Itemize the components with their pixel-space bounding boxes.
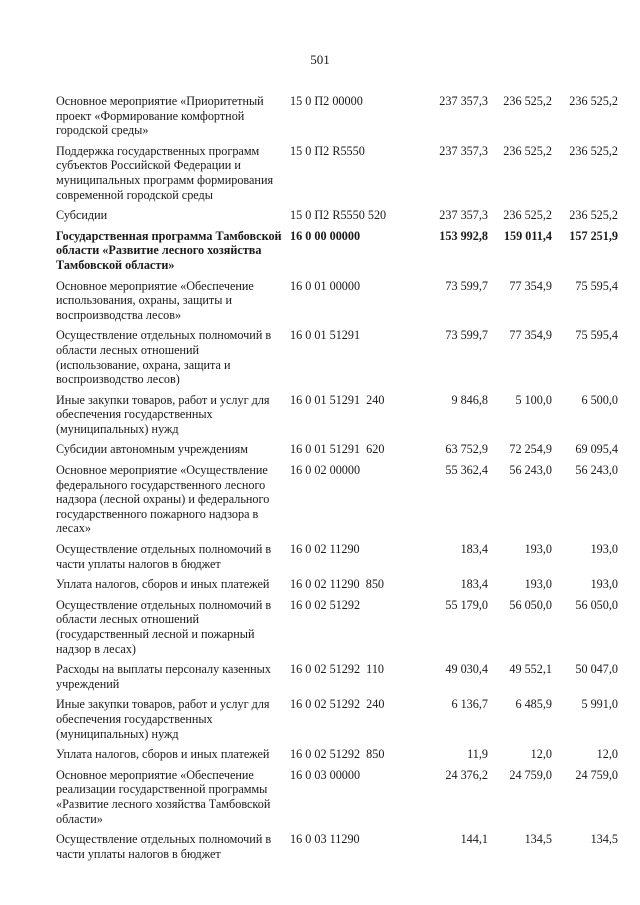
row-value-1: 237 357,3 [439, 94, 488, 108]
row-value-2: 193,0 [524, 577, 552, 592]
row-name: Расходы на выплаты персоналу казенных учреждений [56, 662, 271, 691]
row-value-2: 72 254,9 [509, 442, 552, 457]
row-code: 16 0 01 51291 620 [290, 442, 385, 457]
page-number: 501 [310, 52, 330, 67]
row-value-1: 24 376,2 [445, 767, 488, 782]
row-value-1: 237 357,3 [439, 143, 488, 158]
row-name: Основное мероприятие «Приоритетный проект «Формирование комфортной городской среды» [56, 94, 264, 138]
row-code: 16 0 01 00000 [290, 278, 361, 293]
table-row [56, 392, 618, 437]
row-value-3: 134,5 [590, 832, 618, 847]
table-row [56, 697, 618, 741]
row-code: 15 0 П2 R5550 [290, 143, 365, 158]
row-name: Осуществление отдельных полномочий в части уплаты налогов в бюджет [56, 542, 272, 571]
row-value-3: 56 243,0 [575, 463, 618, 478]
row-code: 15 0 П2 R5550 520 [290, 208, 387, 223]
row-value-2: 56 243,0 [509, 463, 552, 478]
table-row [56, 278, 618, 323]
row-value-2: 193,0 [524, 542, 552, 557]
row-code: 16 0 02 00000 [290, 463, 361, 478]
row-value-2: 159 011,4 [503, 228, 552, 243]
table-row [56, 143, 618, 202]
row-value-3: 236 525,2 [569, 208, 618, 223]
row-value-1: 73 599,7 [445, 278, 488, 293]
row-code: 16 0 02 11290 [290, 542, 360, 557]
row-value-3: 56 050,0 [575, 597, 618, 612]
row-value-2: 236 525,2 [503, 94, 552, 108]
row-value-3: 75 595,4 [575, 278, 618, 293]
table-row [56, 767, 618, 826]
table-row [56, 577, 618, 592]
row-value-1: 55 179,0 [445, 597, 488, 612]
row-code: 16 0 02 51292 110 [290, 662, 385, 677]
row-value-3: 75 595,4 [575, 328, 618, 343]
row-code: 16 0 00 00000 [290, 228, 361, 243]
row-code: 15 0 П2 00000 [290, 94, 363, 108]
row-name: Иные закупки товаров, работ и услуг для обеспечения государственных (муниципальных) нужд [56, 697, 270, 741]
budget-table [56, 88, 618, 861]
row-name: Осуществление отдельных полномочий в части уплаты налогов в бюджет [56, 832, 272, 861]
row-value-3: 24 759,0 [575, 767, 618, 782]
row-code: 16 0 02 51292 240 [290, 697, 385, 712]
row-value-1: 183,4 [460, 542, 488, 557]
row-code: 16 0 02 51292 [290, 597, 361, 612]
row-value-3: 193,0 [590, 577, 618, 592]
table-row [56, 463, 618, 536]
row-value-2: 77 354,9 [509, 328, 552, 343]
row-value-1: 153 992,8 [439, 228, 488, 243]
row-code: 16 0 01 51291 240 [290, 392, 385, 407]
table-row [56, 228, 618, 273]
row-value-3: 6 500,0 [581, 392, 618, 407]
row-value-2: 56 050,0 [509, 597, 552, 612]
row-name: Иные закупки товаров, работ и услуг для обеспечения государственных (муниципальных) нужд [56, 392, 270, 436]
row-value-3: 236 525,2 [569, 94, 618, 108]
row-name: Субсидии [56, 208, 108, 223]
row-value-3: 157 251,9 [569, 228, 618, 243]
row-value-3: 50 047,0 [575, 662, 618, 677]
row-value-2: 77 354,9 [509, 278, 552, 293]
row-name: Основное мероприятие «Обеспечение использования, охраны, защиты и воспроизводства лесов» [56, 278, 254, 322]
row-value-1: 55 362,4 [445, 463, 488, 478]
row-code: 16 0 02 11290 850 [290, 577, 385, 592]
row-value-2: 236 525,2 [503, 208, 552, 223]
row-name: Осуществление отдельных полномочий в области лесных отношений (использование, охрана, защита и воспроизводство лесов) [56, 328, 272, 387]
row-value-3: 193,0 [590, 542, 618, 557]
row-value-1: 183,4 [460, 577, 488, 592]
row-name: Уплата налогов, сборов и иных платежей [56, 577, 270, 592]
row-name: Осуществление отдельных полномочий в области лесных отношений (государственный лесной и пожарный надзор в лесах) [56, 597, 272, 656]
table-row [56, 662, 618, 691]
row-value-3: 12,0 [596, 747, 618, 762]
row-value-1: 144,1 [460, 832, 488, 847]
row-name: Основное мероприятие «Осуществление федерального государственного лесного надзора (лесной охраны) и федерального государственного пожарного надзора в лесах» [56, 463, 270, 536]
row-value-2: 236 525,2 [503, 143, 552, 158]
row-value-1: 9 846,8 [451, 392, 488, 407]
table-row [56, 208, 618, 223]
table-row [56, 832, 618, 861]
row-value-3: 5 991,0 [581, 697, 618, 712]
table-row [56, 597, 618, 656]
row-value-1: 49 030,4 [445, 662, 488, 677]
row-code: 16 0 03 11290 [290, 832, 360, 847]
table-row [56, 747, 618, 762]
row-code: 16 0 02 51292 850 [290, 747, 385, 762]
row-code: 16 0 01 51291 [290, 328, 361, 343]
row-value-3: 69 095,4 [575, 442, 618, 457]
table-row [56, 94, 618, 138]
row-code: 16 0 03 00000 [290, 767, 361, 782]
row-value-2: 12,0 [530, 747, 552, 762]
row-value-2: 5 100,0 [515, 392, 552, 407]
row-value-2: 134,5 [524, 832, 552, 847]
row-value-2: 49 552,1 [509, 662, 552, 677]
row-name: Государственная программа Тамбовской области «Развитие лесного хозяйства Тамбовской области» [56, 228, 282, 272]
row-value-2: 24 759,0 [509, 767, 552, 782]
table-row [56, 442, 618, 457]
row-name: Субсидии автономным учреждениям [56, 442, 248, 457]
row-name: Основное мероприятие «Обеспечение реализации государственной программы «Развитие лесного хозяйства Тамбовской области» [56, 767, 271, 826]
row-name: Поддержка государственных программ субъектов Российской Федерации и муниципальных программ формирования современной городской среды [56, 143, 274, 202]
row-value-1: 63 752,9 [445, 442, 488, 457]
row-value-3: 236 525,2 [569, 143, 618, 158]
row-value-1: 11,9 [467, 747, 488, 762]
table-row [56, 542, 618, 571]
row-value-1: 73 599,7 [445, 328, 488, 343]
row-value-2: 6 485,9 [515, 697, 552, 712]
table-row [56, 328, 618, 387]
row-name: Уплата налогов, сборов и иных платежей [56, 747, 270, 762]
row-value-1: 6 136,7 [451, 697, 488, 712]
row-value-1: 237 357,3 [439, 208, 488, 223]
